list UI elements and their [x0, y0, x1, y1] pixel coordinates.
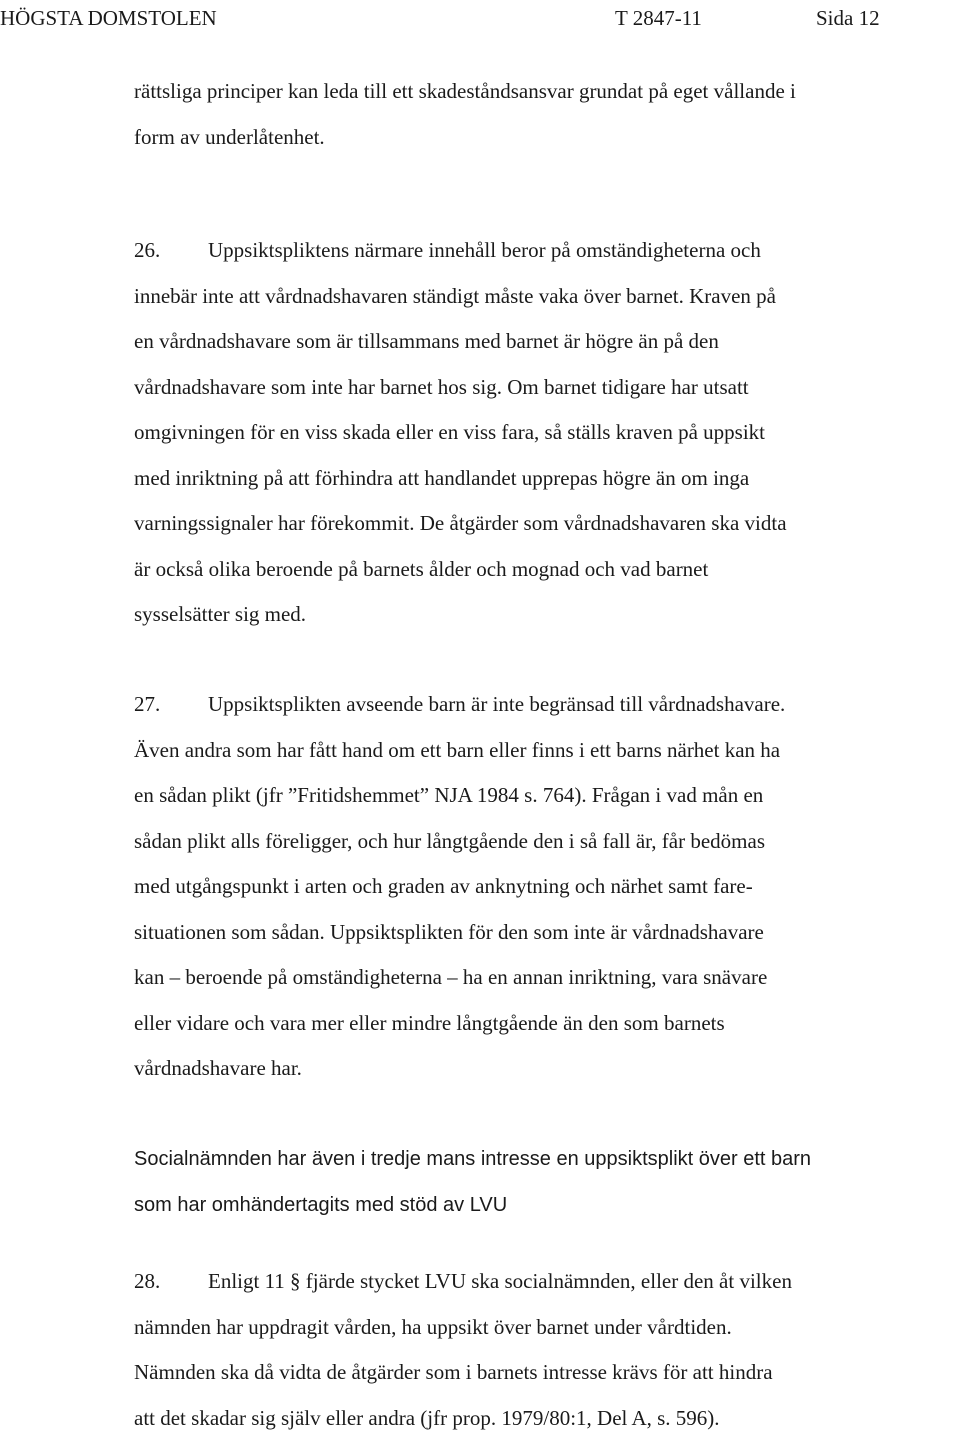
page-number: Sida 12 [816, 6, 880, 30]
paragraph-26 [134, 228, 952, 638]
paragraph-number: 28. [134, 1269, 161, 1293]
paragraph-number: 26. [134, 238, 161, 262]
case-number: T 2847-11 [615, 6, 702, 30]
paragraph-text: Uppsiktsplikten avseende barn är inte begränsad till vårdnadshavare. Även andra som har fått hand om ett barn eller finns i ett barns närhet kan ha en sådan plikt (jfr ”Fritidshemmet” NJA 1984 s. 764). Frågan i vad mån en sådan plikt alls föreligger, och hur långtgående den i så fall är, får bedömas med utgångspunkt i arten och graden av anknytning och närhet samt fare- situationen som sådan. Uppsiktsplikten för den som inte är vårdnadshavare kan – beroende på omständigheterna – ha en annan inriktning, vara snävare eller vidare och vara mer eller mindre långtgående än den som barnets vårdnadshavare har. [134, 692, 786, 1080]
paragraph-27 [134, 682, 952, 1092]
paragraph-text: Uppsiktspliktens närmare innehåll beror på omständigheterna och innebär inte att vårdnadshavaren ständigt måste vaka över barnet. Kraven på en vårdnadshavare som är tillsammans med barnet är högre än på den vårdnadshavare som inte har barnet hos sig. Om barnet tidigare har utsatt omgivningen för en viss skada eller en viss fara, så ställs kraven på uppsikt med inriktning på att förhindra att handlandet upprepas högre än om inga varningssignaler har förekommit. De åtgärder som vårdnadshavaren ska vidta är också olika beroende på barnets ålder och mognad och vad barnet sysselsätter sig med. [134, 238, 787, 626]
court-name: HÖGSTA DOMSTOLEN [0, 6, 217, 30]
section-subheading: Socialnämnden har även i tredje mans intresse en uppsiktsplikt över ett barn som har omhändertagits med stöd av LVU [134, 1148, 812, 1216]
continued-paragraph: rättsliga principer kan leda till ett skadeståndsansvar grundat på eget vållande i form av underlåtenhet. [134, 79, 796, 149]
paragraph-text: Enligt 11 § fjärde stycket LVU ska socialnämnden, eller den åt vilken nämnden har uppdragit vården, ha uppsikt över barnet under vårdtiden. Nämnden ska då vidta de åtgärder som i barnets intresse krävs för att hindra att det skadar sig själv eller andra (jfr prop. 1979/80:1, Del A, s. 596). [134, 1269, 792, 1430]
paragraph-28 [134, 1259, 952, 1441]
paragraph-number: 27. [134, 692, 161, 716]
